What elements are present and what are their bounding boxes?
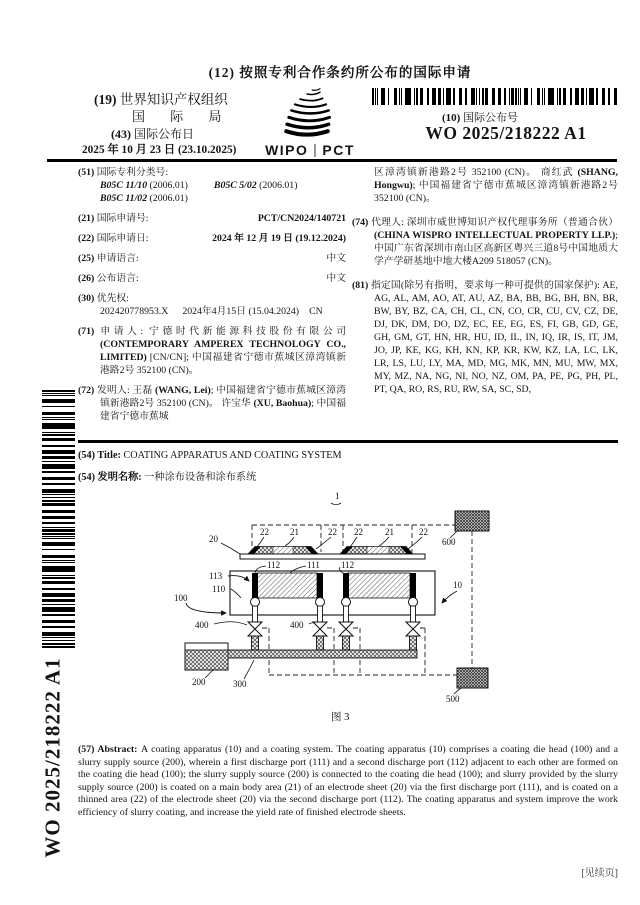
wipo-org-name: (19) 世界知识产权组织 — [94, 92, 228, 107]
field-30-label: (30) 优先权: — [78, 293, 129, 304]
ref-label-200: 200 — [192, 677, 206, 687]
field-51-label: (51) 国际专利分类号: — [78, 167, 169, 178]
publication-number: WO 2025/218222 A1 — [425, 123, 587, 143]
publication-date-label: (43) 国际公布日 — [111, 127, 195, 141]
abstract: (57) Abstract: A coating apparatus (10) and a coating system. The coating apparatus (10) comprises a coating die head (100) and a slurry supply source (200), wherein a first discharge port (111) and a second discharge port (112) adjacent to each other are formed on the coating die head (100); the slurry supply source (200) is connected to the coating die head (100); and slurry provided by the slurry supply source (200) is coated on a main body area (21) of an electrode sheet (20) via the first discharge port (111), and is coated on a thinned area (22) of the electrode sheet (20) via the second discharge port (112). The coating apparatus and system improve the work efficiency of slurry coating, and increase the yield rate of finished electrode sheets. — [78, 744, 618, 818]
publication-number-vertical: WO 2025/218222 A1 — [40, 657, 65, 858]
ref-label-500: 500 — [446, 694, 460, 704]
wipo-pct-wordmark — [252, 142, 368, 158]
ref-label-100: 100 — [174, 593, 188, 603]
biblio-divider — [78, 440, 618, 443]
field-25-value: 中文 — [326, 253, 346, 264]
field-30-priority — [78, 292, 346, 318]
figure-caption: 图 3 — [331, 712, 350, 723]
pct-wordmark: PCT — [322, 142, 355, 158]
ref-label-22: 22 — [354, 527, 363, 537]
field-81-designated-states: (81) 指定国(除另有指明，要求每一种可提供的国家保护): AE, AG, AL, AM, AO, AT, AU, AZ, BA, BB, BG, BH, BN, BR, BW, BY, BZ, CA, CH, CL, CN, CO, CR, CU, CV, CZ, DE, DJ, DK, DM, DO, DZ, EC, EE, EG, ES, FI, GB, GD, GE, GH, GM, GT, HN, HR, HU, ID, IL, IN, IQ, IR, IS, IT, JM, JO, JP, KE, KG, KH, KN, KP, KR, KW, KZ, LA, LC, LK, LR, LS, LU, LY, MA, MD, MG, MK, MN, MU, MW, MX, MY, MZ, NA, NG, NI, NO, NZ, OM, PA, PE, PG, PH, PL, PT, QA, RO, RS, RU, RW, SA, SC, SD, — [352, 280, 618, 395]
supply-pipe — [228, 650, 417, 658]
wipo-logo — [281, 84, 333, 142]
field-22-value: 2024 年 12 月 19 日 (19.12.2024) — [212, 233, 346, 244]
field-71-applicant: (71) 申请人: 宁德时代新能源科技股份有限公司 (CONTEMPORARY AMPEREX TECHNOLOGY CO., LIMITED) [CN/CN]; 中国福建省宁德市蕉城区漳湾镇新港路2号 352100 (CN)。 — [78, 326, 346, 376]
continuation-note: [见续页] — [581, 868, 618, 879]
field-21-application-number — [78, 212, 346, 225]
ref-label-600: 600 — [442, 537, 456, 547]
field-26-label: (26) 公布语言: — [78, 273, 139, 284]
field-25-filing-language — [78, 252, 346, 265]
ref-label-112: 112 — [267, 560, 281, 570]
ref-label-22: 22 — [328, 527, 337, 537]
header-divider — [47, 159, 617, 162]
title-chinese: (54) 发明名称: 一种涂布设备和涂布系统 — [78, 472, 257, 483]
field-21-value: PCT/CN2024/140721 — [257, 213, 346, 224]
international-bureau: 国 际 局 — [132, 109, 233, 124]
ref-label-20: 20 — [209, 534, 218, 544]
field-25-label: (25) 申请语言: — [78, 253, 139, 264]
publication-date: 2025 年 10 月 23 日 (23.10.2025) — [82, 144, 237, 156]
field-30-value: 202420778953.X 2024年4月15日 (15.04.2024) CN — [100, 306, 323, 317]
ref-label-113: 113 — [209, 571, 223, 581]
ipc-codes-line1: B05C 11/10 (2006.01) B05C 5/02 (2006.01) — [100, 180, 298, 191]
field-26-value: 中文 — [326, 273, 346, 284]
coating-die-head — [230, 571, 435, 615]
barcode-top — [372, 88, 617, 105]
field-26-publication-language — [78, 272, 346, 285]
electrode-sheet — [240, 547, 425, 560]
ref-label-110: 110 — [212, 584, 226, 594]
ref-label-400: 400 — [290, 620, 304, 630]
ref-label-22: 22 — [419, 527, 428, 537]
field-74-agent: (74) 代理人: 深圳市威世博知识产权代理事务所（普通合伙）(CHINA WISPRO INTELLECTUAL PROPERTY LLP.); 中国广东省深圳市南山区高新区粤兴三道8号中国地质大学产学研基地中地大楼A209 518057 (CN)。 — [352, 217, 619, 267]
field-72-inventors-continued: 区漳湾镇新港路2号 352100 (CN)。 商红武 (SHANG, Hongwu); 中国福建省宁德市蕉城区漳湾镇新港路2号 352100 (CN)。 — [374, 167, 618, 204]
biblio-right-column — [352, 166, 618, 396]
ref-label-400: 400 — [195, 620, 209, 630]
publication-number-label: (10) 国际公布号 — [441, 112, 519, 124]
title-english: (54) Title: COATING APPARATUS AND COATING SYSTEM — [78, 450, 342, 461]
field-21-label: (21) 国际申请号: — [78, 213, 149, 224]
ref-label-111: 111 — [307, 560, 320, 570]
biblio-left-column — [78, 166, 346, 423]
field-51-ipc — [78, 166, 346, 205]
ref-label-10: 10 — [453, 580, 462, 590]
component-600-block — [455, 511, 489, 531]
slurry-tank — [185, 643, 228, 670]
ref-label-112: 112 — [341, 560, 355, 570]
field-72-inventors: (72) 发明人: 王磊 (WANG, Lei); 中国福建省宁德市蕉城区漳湾镇新港路2号 352100 (CN)。 许宝华 (XU, Baohua); 中国福建省宁德市蕉城 — [78, 385, 347, 422]
figure-3-drawing — [95, 488, 525, 733]
ref-label-1: 1 — [335, 491, 340, 501]
ref-label-21: 21 — [385, 527, 394, 537]
wipo-wordmark: WIPO — [265, 142, 309, 158]
component-500-block — [457, 668, 488, 688]
field-22-label: (22) 国际申请日: — [78, 233, 149, 244]
wordmark-divider — [314, 144, 316, 157]
pct-publication-heading: (12) 按照专利合作条约所公布的国际申请 — [208, 65, 472, 80]
ipc-codes-line2: B05C 11/02 (2006.01) — [100, 193, 188, 204]
ref-label-300: 300 — [233, 679, 247, 689]
barcode-side — [42, 390, 75, 648]
ref-label-22: 22 — [260, 527, 269, 537]
ref-label-21: 21 — [290, 527, 299, 537]
field-22-filing-date — [78, 232, 346, 245]
